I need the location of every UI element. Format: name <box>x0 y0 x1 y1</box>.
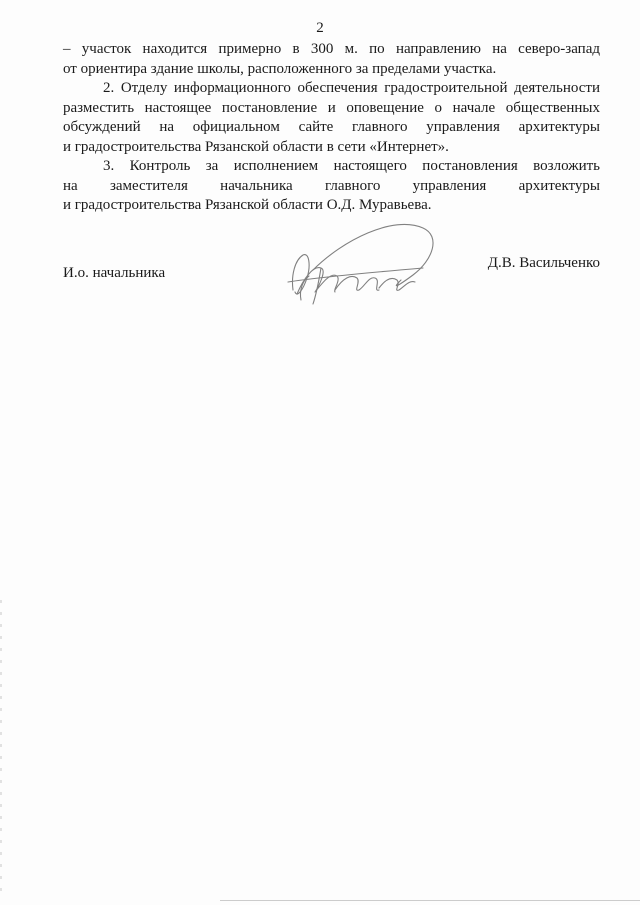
handwritten-signature-icon <box>273 220 443 320</box>
signature-block <box>63 255 600 325</box>
scan-artifact <box>220 900 640 901</box>
signatory-name: Д.В. Васильченко <box>487 255 600 271</box>
text-line: обсуждений на официальном сайте главного управления архитектуры <box>63 119 600 135</box>
document-body <box>63 40 600 216</box>
text-line: 3. Контроль за исполнением настоящего постановления возложить <box>103 158 600 174</box>
text-line: и градостроительства Рязанской области О.Д. Муравьева. <box>63 197 432 213</box>
text-line: на заместителя начальника главного управления архитектуры <box>63 177 600 194</box>
text-line: и градостроительства Рязанской области в сети «Интернет». <box>63 138 449 155</box>
text-line: 2. Отделу информационного обеспечения градостроительной деятельности <box>103 80 600 96</box>
text-line: разместить настоящее постановление и оповещение о начале общественных <box>63 99 600 116</box>
text-line: – участок находится примерно в 300 м. по направлению на северо-запад <box>63 41 600 57</box>
scan-artifact <box>0 600 2 900</box>
paragraph-item-3 <box>63 157 600 216</box>
paragraph-item-2 <box>63 79 600 157</box>
text-line: от ориентира здание школы, расположенного за пределами участка. <box>63 60 497 77</box>
page-number: 2 <box>316 20 324 36</box>
paragraph-location <box>63 40 600 79</box>
signatory-title: И.о. начальника <box>63 265 166 281</box>
